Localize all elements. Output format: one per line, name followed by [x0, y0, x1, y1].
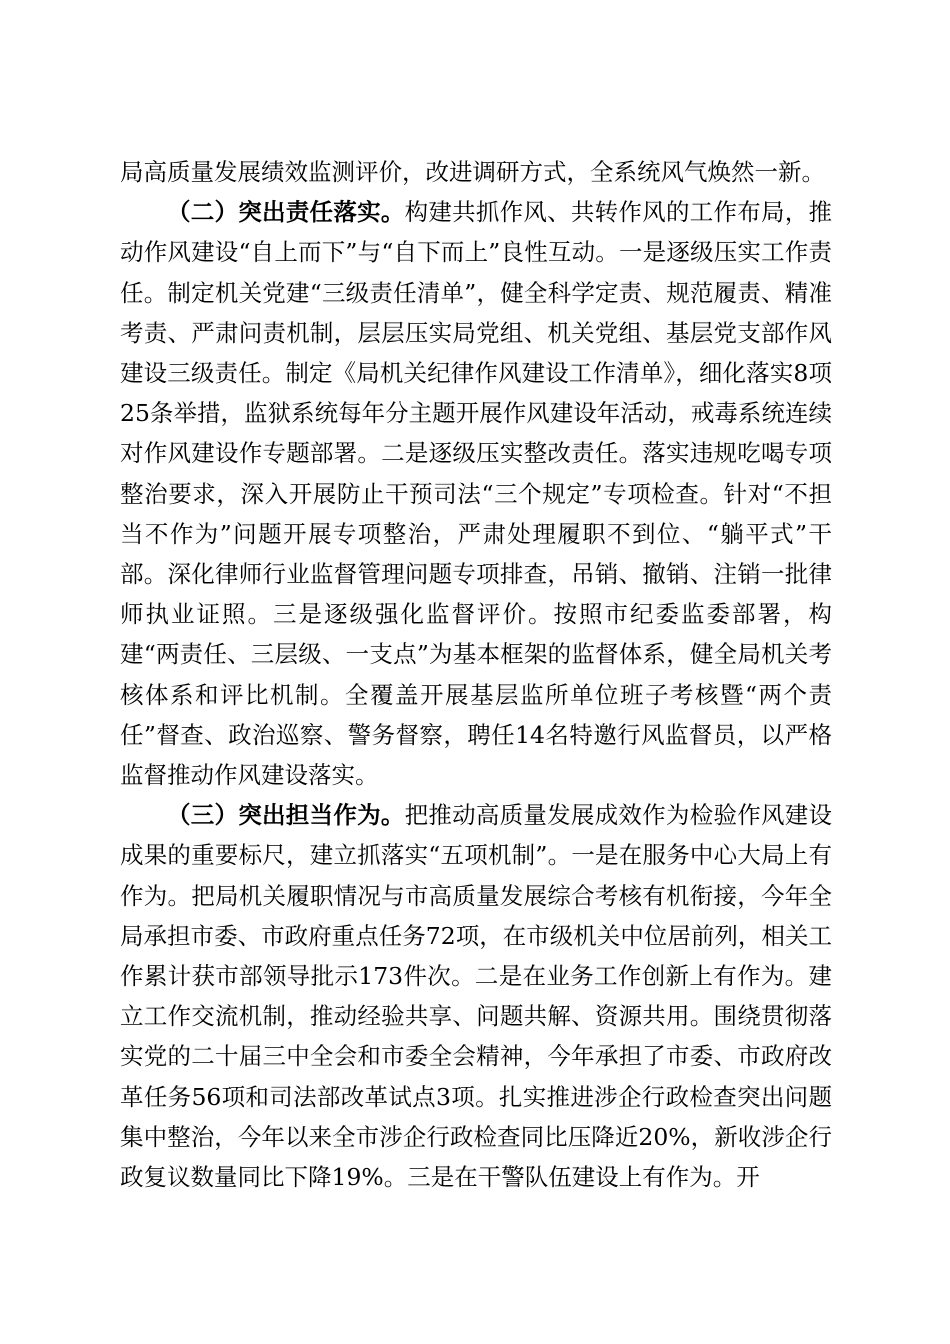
section-heading: （二）突出责任落实。 — [167, 198, 405, 227]
document-body — [120, 152, 832, 1197]
paragraph-responsibility — [120, 192, 832, 795]
paragraph-text: 局高质量发展绩效监测评价，改进调研方式，全系统风气焕然一新。 — [120, 158, 825, 186]
paragraph-text: 把推动高质量发展成效作为检验作风建设成果的重要标尺，建立抓落实“五项机制”。一是在服务中心大局上有作为。把局机关履职情况与市高质量发展综合考核有机衔接，今年全局承担市委、市政府重点任务72项，在市级机关中位居前列，相关工作累计获市部领导批示173件次。二是在业务工作创新上有作为。建立工作交流机制，推动经验共享、问题共解、资源共用。围绕贯彻落实党的二十届三中全会和市委全会精神，今年承担了市委、市政府改革任务56项和司法部改革试点3项。扎实推进涉企行政检查突出问题集中整治，今年以来全市涉企行政检查同比压降近20%，新收涉企行政复议数量同比下降19%。三是在干警队伍建设上有作为。开 — [120, 801, 833, 1192]
paragraph-action — [120, 795, 832, 1197]
section-heading: （三）突出担当作为。 — [167, 801, 405, 830]
paragraph-text: 构建共抓作风、共转作风的工作布局，推动作风建设“自上而下”与“自下而上”良性互动。一是逐级压实工作责任。制定机关党建“三级责任清单”，健全科学定责、规范履责、精准考责、严肃问责机制，层层压实局党组、机关党组、基层党支部作风建设三级责任。制定《局机关纪律作风建设工作清单》，细化落实8项25条举措，监狱系统每年分主题开展作风建设年活动，戒毒系统连续对作风建设作专题部署。二是逐级压实整改责任。落实违规吃喝专项整治要求，深入开展防止干预司法“三个规定”专项检查。针对“不担当不作为”问题开展专项整治，严肃处理履职不到位、“躺平式”干部。深化律师行业监督管理问题专项排查，吊销、撤销、注销一批律师执业证照。三是逐级强化监督评价。按照市纪委监委部署，构建“两责任、三层级、一支点”为基本框架的监督体系，健全局机关考核体系和评比机制。全覆盖开展基层监所单位班子考核暨“两个责任”督查、政治巡察、警务督察，聘任14名特邀行风监督员，以严格监督推动作风建设落实。 — [120, 198, 833, 790]
paragraph-continuation — [120, 152, 832, 192]
